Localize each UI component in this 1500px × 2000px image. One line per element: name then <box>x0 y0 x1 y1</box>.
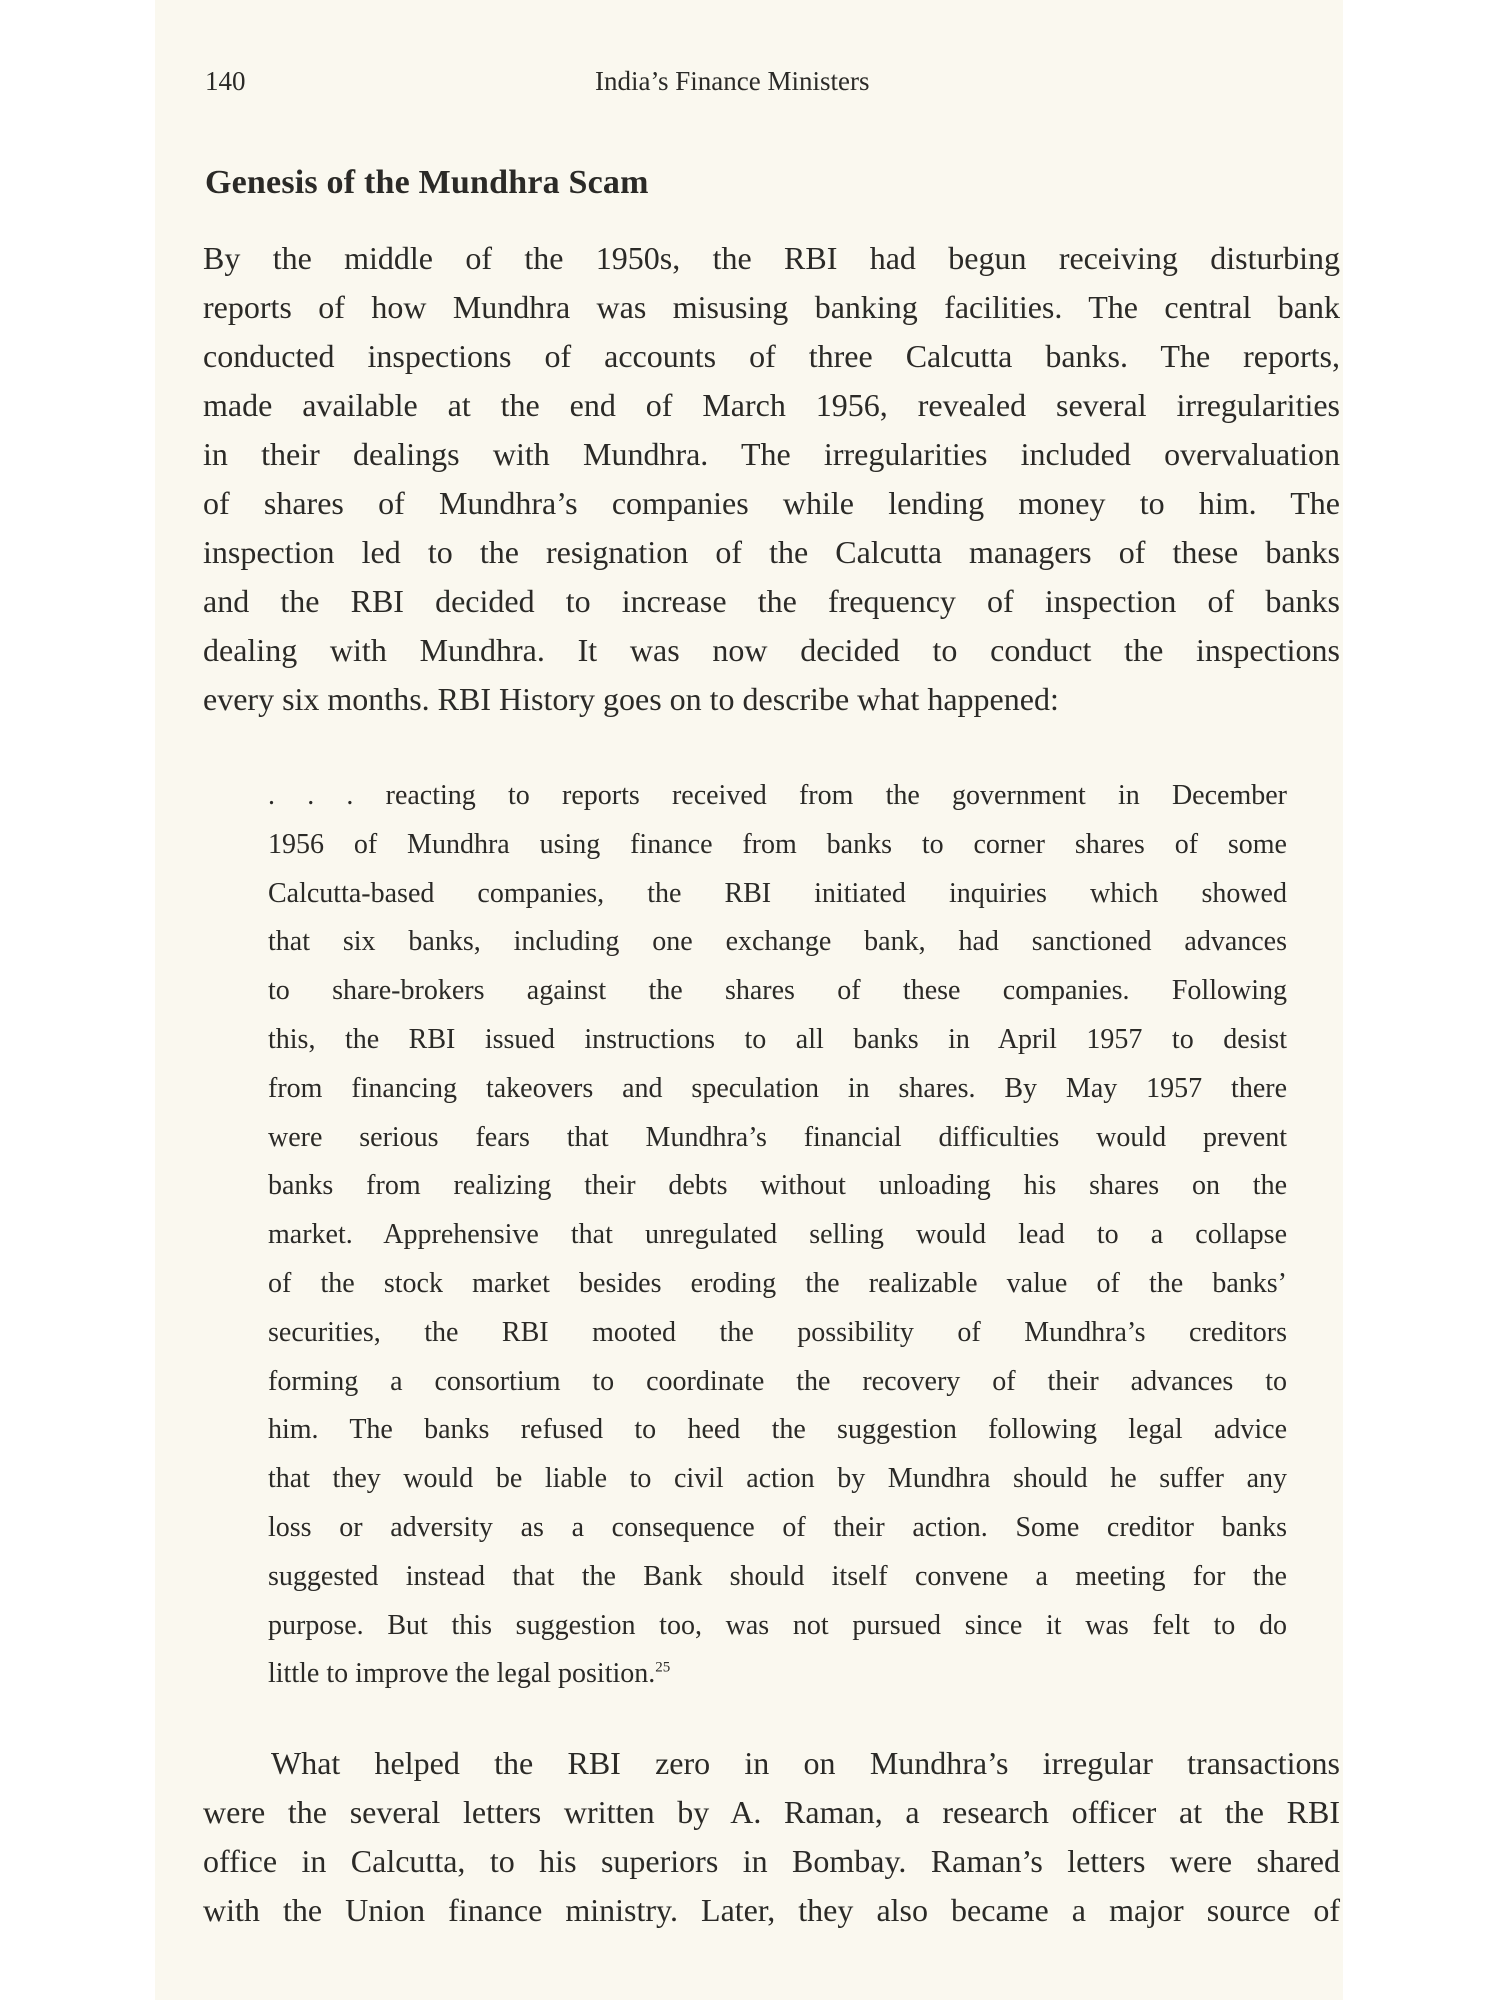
quote-last-line <box>268 1650 1287 1699</box>
quote-line: that six banks, including one exchange bank, had sanctioned advances <box>268 926 1287 958</box>
book-page <box>155 0 1343 2000</box>
quote-line: of the stock market besides eroding the realizable value of the banks’ <box>268 1267 1287 1299</box>
quote-line: 1956 of Mundhra using finance from banks to corner shares of some <box>268 828 1287 860</box>
text-line: were the several letters written by A. Raman, a research officer at the RBI <box>203 1794 1340 1830</box>
quote-line: that they would be liable to civil action by Mundhra should he suffer any <box>268 1463 1287 1495</box>
block-quote <box>268 772 1287 1699</box>
quote-line: banks from realizing their debts without unloading his shares on the <box>268 1170 1287 1202</box>
quote-line: forming a consortium to coordinate the recovery of their advances to <box>268 1365 1287 1397</box>
quote-line: purpose. But this suggestion too, was not pursued since it was felt to do <box>268 1609 1287 1641</box>
text-line: inspection led to the resignation of the Calcutta managers of these banks <box>203 534 1340 570</box>
footnote-reference[interactable]: 25 <box>655 1660 671 1677</box>
text-line: made available at the end of March 1956, revealed several irregularities <box>203 387 1340 423</box>
quote-line: loss or adversity as a consequence of their action. Some creditor banks <box>268 1511 1287 1543</box>
quote-line: Calcutta-based companies, the RBI initiated inquiries which showed <box>268 877 1287 909</box>
text-line: What helped the RBI zero in on Mundhra’s irregular transactions <box>271 1745 1340 1781</box>
text-line: of shares of Mundhra’s companies while lending money to him. The <box>203 485 1340 521</box>
paragraph-2 <box>203 1739 1340 1935</box>
quote-line: were serious fears that Mundhra’s financial difficulties would prevent <box>268 1121 1287 1153</box>
quote-last-line-text: little to improve the legal position. <box>268 1658 656 1690</box>
quote-line: market. Apprehensive that unregulated selling would lead to a collapse <box>268 1219 1287 1251</box>
text-line: conducted inspections of accounts of three Calcutta banks. The reports, <box>203 338 1340 374</box>
quote-line: suggested instead that the Bank should itself convene a meeting for the <box>268 1560 1287 1592</box>
quote-line: to share-brokers against the shares of these companies. Following <box>268 975 1287 1007</box>
text-line: and the RBI decided to increase the frequency of inspection of banks <box>203 583 1340 619</box>
page-number: 140 <box>205 66 246 96</box>
quote-line: securities, the RBI mooted the possibility of Mundhra’s creditors <box>268 1316 1287 1348</box>
text-line: By the middle of the 1950s, the RBI had begun receiving disturbing <box>203 240 1340 276</box>
text-line: with the Union finance ministry. Later, they also became a major source of <box>203 1892 1340 1928</box>
quote-line: . . . reacting to reports received from the government in December <box>268 780 1287 811</box>
quote-line: him. The banks refused to heed the suggestion following legal advice <box>268 1414 1287 1446</box>
text-line: in their dealings with Mundhra. The irregularities included overvaluation <box>203 436 1340 472</box>
book-title: India’s Finance Ministers <box>595 66 870 96</box>
quote-line: this, the RBI issued instructions to all banks in April 1957 to desist <box>268 1023 1287 1055</box>
paragraph-1 <box>203 234 1340 724</box>
text-line: every six months. RBI History goes on to describe what happened: <box>203 681 1059 717</box>
section-heading: Genesis of the Mundhra Scam <box>205 164 649 201</box>
running-head <box>205 66 1343 106</box>
text-line: office in Calcutta, to his superiors in Bombay. Raman’s letters were shared <box>203 1843 1340 1879</box>
text-line: reports of how Mundhra was misusing banking facilities. The central bank <box>203 289 1340 325</box>
text-line: dealing with Mundhra. It was now decided to conduct the inspections <box>203 632 1340 668</box>
quote-line: from financing takeovers and speculation in shares. By May 1957 there <box>268 1072 1287 1104</box>
